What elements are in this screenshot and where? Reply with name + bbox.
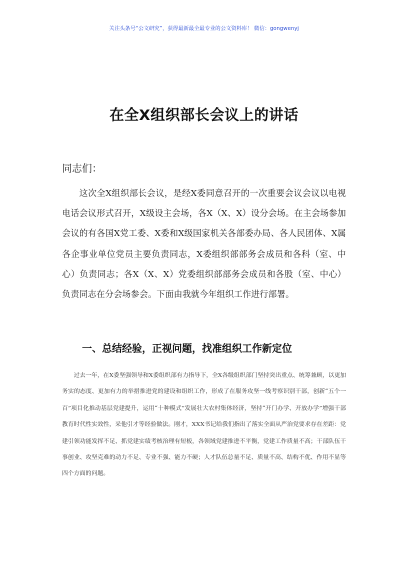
intro-paragraph: 这次全X组织部长会议，是经X委同意召开的一次重要会议会议以电视电话会议形式召开，X级设主会场，各X（X、X）设分会场。在主会场参加会议的有各国X党工委、X委和X级国家机关各部委办局、各人民团体、X属各企事业单位党员主要负责同志，X委组织部部务会成员和各科（室、中心）负责同志；各X（X、X）党委组织部部务会成员和各股（室、中心）负责同志在分会场参会。下面由我就今年组织工作进行部署。: [62, 189, 346, 301]
document-title: 在全X组织部长会议上的讲话: [109, 108, 299, 124]
section-body-paragraph: 过去一年，在X委坚强领导和X委组织部有力指导下，全X各级组织部门坚持突出重点、统筹兼顾，以更加务实的态度、更加有力的举措推进党的建设和组织工作，形成了在服务攻坚一线考察识别干部，创新“五个一百”项目化推动基层党建提升，运用“十种模式”发展壮大农村集体经济，坚持“开门办学、开放办学”增强干部教育时代性实效性，采他引才等经验做法。刚才，XXX书记给我们指出了落实全面从严治党要求存在差距：党建引领功能发挥不足、抓党建实绩考核治理有短板，各领域党建推进不平衡，党建工作质量不高；干部队伍干事创业、攻坚克难的动力不足、专业不强、能力不硬；人才队伍总量不足、质量不高、结构不优、作用不显等四个方面的问题。: [62, 373, 346, 478]
section-heading: 一、总结经验，正视问题，找准组织工作新定位: [82, 344, 292, 355]
greeting: 同志们：: [62, 164, 102, 175]
header-note: 关注头条号“公文研究”，获得最新最全最专业的公文资料库！ 微信：gongwenyj: [109, 26, 299, 32]
